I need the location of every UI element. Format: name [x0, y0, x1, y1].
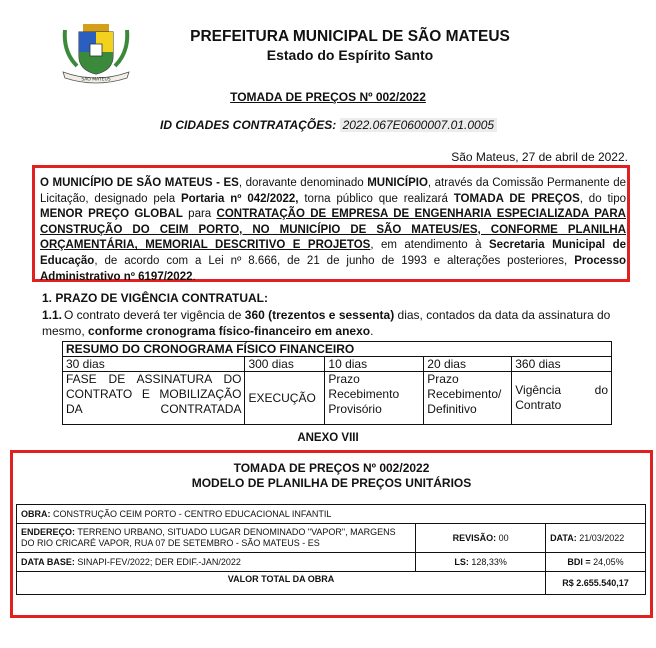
table-cell: Prazo Recebimento/ Definitivo [424, 372, 512, 425]
revisao-cell [416, 524, 546, 553]
revisao-label: REVISÃO: [452, 532, 497, 543]
data-label: DATA: [550, 532, 577, 543]
crest-ribbon-text: SÃO MATEUS [81, 77, 111, 83]
id-cidades-value: 2022.067E0600007.01.0005 [340, 118, 497, 132]
data-cell [546, 524, 646, 553]
page-subtitle: Estado do Espírito Santo [266, 47, 434, 63]
endereco-value: TERRENO URBANO, SITUADO LUGAR DENOMINADO "VAPOR", MARGENS DO RIO CRICARÉ VAPOR, RUA 07 DE SETEMBRO - SÃO MATEUS - ES [21, 527, 396, 548]
database-label: DATA BASE: [21, 556, 75, 567]
ls-value: 128,33% [471, 556, 507, 567]
para-text: , através da Comissão Permanente de Licitação, designado pela [40, 177, 627, 205]
ls-label: LS: [454, 556, 469, 567]
cronograma-title: RESUMO DO CRONOGRAMA FÍSICO FINANCEIRO [63, 342, 612, 357]
table-cell: Prazo Recebimento Provisório [325, 372, 424, 425]
para-portaria: Portaria nº 042/2022, [180, 192, 299, 205]
modelo-title-1: TOMADA DE PREÇOS Nº 002/2022 [233, 461, 430, 475]
item-days: 360 (trezentos e sessenta) [244, 308, 395, 322]
ls-cell [416, 553, 546, 572]
item-text: . [370, 324, 374, 338]
obra-value: CONSTRUÇÃO CEIM PORTO - CENTRO EDUCACIONAL INFANTIL [53, 508, 332, 519]
document-date: São Mateus, 27 de abril de 2022. [451, 150, 628, 164]
database-value: SINAPI-FEV/2022; DER EDIF.-JAN/2022 [77, 556, 241, 567]
table-cell: 360 dias [512, 357, 612, 372]
para-text: , de acordo com a Lei nº 8.666, de 21 de junho de 1993 e alterações posteriores, [94, 254, 575, 267]
bdi-value: 24,05% [593, 556, 624, 567]
para-tomada: TOMADA DE PREÇOS [453, 192, 580, 205]
para-text: , do tipo [579, 192, 626, 205]
section-heading: 1. PRAZO DE VIGÊNCIA CONTRATUAL: [42, 291, 269, 305]
bdi-cell [546, 553, 646, 572]
para-municipio-term: MUNICÍPIO [367, 177, 428, 189]
item-text: O contrato deverá ter vigência de [64, 308, 245, 322]
obra-label: OBRA: [21, 508, 51, 519]
item-number: 1.1. [42, 308, 63, 322]
section-item [42, 307, 632, 339]
para-secretaria: Secretaria Municipal de Educação [40, 239, 626, 267]
cronograma-table [62, 341, 612, 425]
para-text: torna público que realizará [298, 192, 454, 205]
para-objeto: CONTRATAÇÃO DE EMPRESA DE ENGENHARIA ESPECIALIZADA PARA CONSTRUÇÃO DO CEIM PORTO, NO MUNICÍPIO DE SÃO MATEUS/ES, CONFORME PLANILHA ORÇAMENTÁRIA, MEMORIAL DESCRITIVO E PROJETOS [40, 208, 626, 252]
revisao-value: 00 [498, 532, 509, 543]
table-cell: Vigência do Contrato [512, 372, 612, 425]
valor-total-value: R$ 2.655.540,17 [546, 572, 646, 595]
table-cell: 300 dias [245, 357, 325, 372]
para-text: para [182, 208, 217, 221]
id-cidades-label: ID CIDADES CONTRATAÇÕES: [160, 118, 337, 132]
bdi-label: BDI = [567, 556, 591, 567]
obra-row [17, 505, 646, 524]
table-cell: 10 dias [325, 357, 424, 372]
table-cell: 30 dias [63, 357, 245, 372]
municipal-crest [57, 22, 135, 84]
planilha-header-table [16, 504, 646, 595]
modelo-title-2: MODELO DE PLANILHA DE PREÇOS UNITÁRIOS [191, 476, 472, 490]
para-text: . [192, 270, 196, 283]
item-text: dias [394, 308, 420, 322]
intro-paragraph [40, 176, 626, 285]
id-cidades [160, 118, 497, 132]
table-cell: 20 dias [424, 357, 512, 372]
database-cell [17, 553, 416, 572]
table-cell: EXECUÇÃO [245, 372, 325, 425]
data-value: 21/03/2022 [579, 532, 625, 543]
page-title: PREFEITURA MUNICIPAL DE SÃO MATEUS [190, 28, 510, 45]
item-cronograma-ref: conforme cronograma físico-financeiro em anexo [88, 324, 371, 338]
item-text: , contados da data da assinatura do mesmo, [42, 308, 611, 338]
para-municipio: O MUNICÍPIO DE SÃO MATEUS - ES [40, 177, 239, 189]
para-text: , doravante denominado [238, 177, 368, 189]
table-cell: FASE DE ASSINATURA DO CONTRATO E MOBILIZAÇÃO DA CONTRATADA [63, 372, 245, 425]
valor-total-label: VALOR TOTAL DA OBRA [17, 572, 546, 595]
anexo-heading: ANEXO VIII [297, 432, 359, 444]
tomada-heading: TOMADA DE PREÇOS Nº 002/2022 [230, 90, 426, 104]
para-processo: Processo Administrativo nº 6197/2022 [40, 254, 626, 283]
para-menor-preco: MENOR PREÇO GLOBAL [40, 208, 183, 221]
endereco-cell [17, 524, 416, 553]
para-text: , em atendimento à [370, 239, 490, 252]
endereco-label: ENDEREÇO: [21, 527, 76, 537]
